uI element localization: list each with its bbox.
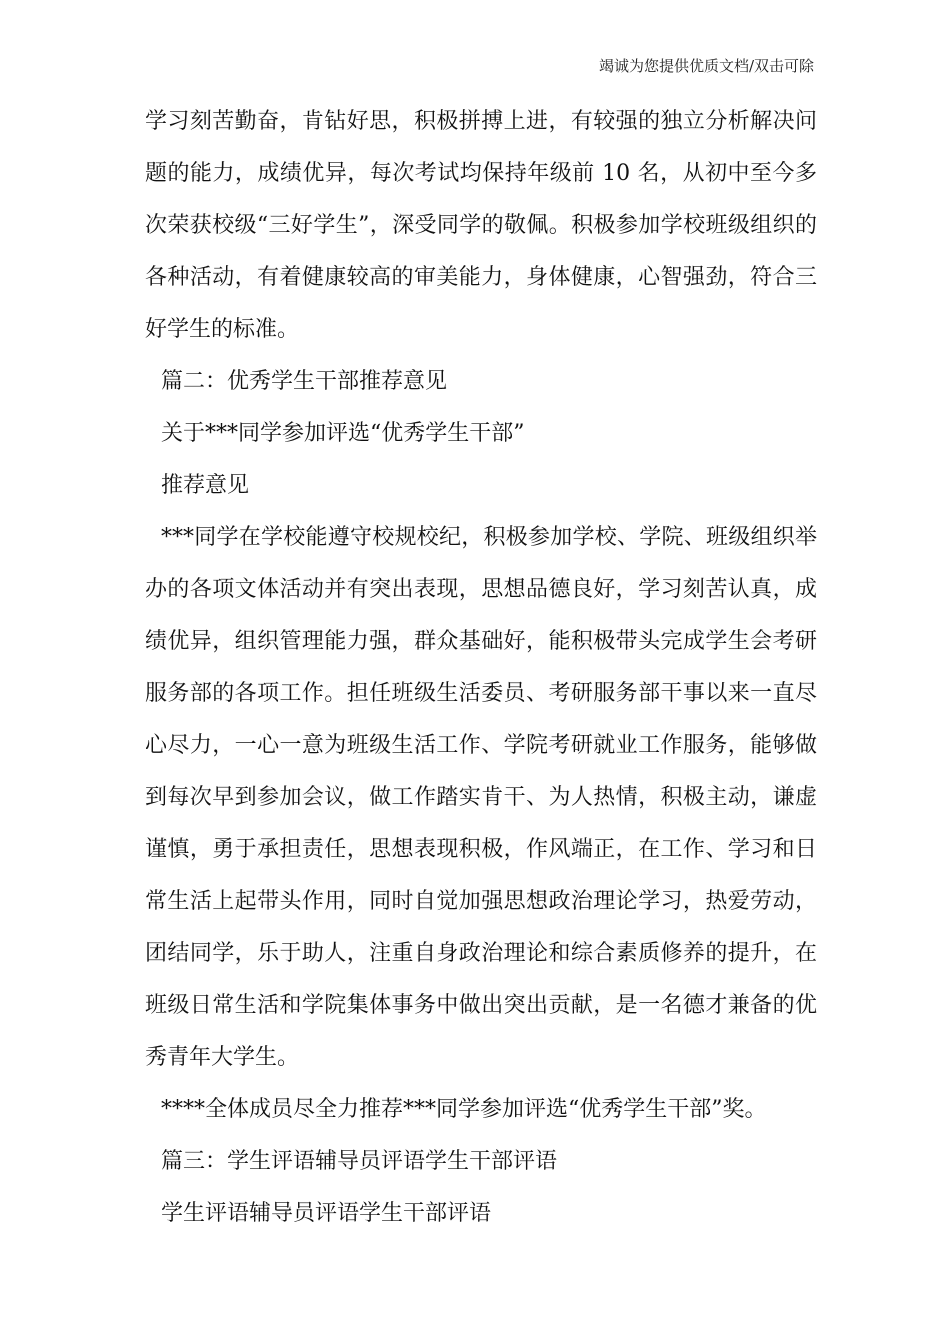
section-heading-3: 篇三：学生评语辅导员评语学生干部评语 [161,1149,558,1174]
recommendation-body: ***同学在学校能遵守校规校纪，积极参加学校、学院、班级组织举办的各项文体活动并有突出表现，思想品德良好，学习刻苦认真，成绩优异，组织管理能力强，群众基础好，能积极带头完成学生会考研服务部的各项工作。担任班级生活委员、考研服务部干事以来一直尽心尽力，一心一意为班级生活工作、学院考研就业工作服务，能够做到每次早到参加会议，做工作踏实肯干、为人热情，积极主动，谦虚谨慎，勇于承担责任，思想表现积极，作风端正，在工作、学习和日常生活上起带头作用，同时自觉加强思想政治理论学习，热爱劳动，团结同学，乐于助人，注重自身政治理论和综合素质修养的提升，在班级日常生活和学院集体事务中做出突出贡献，是一名德才兼备的优秀青年大学生。 [145,525,817,1070]
document-body [145,96,817,1240]
paragraph-continuation: 学习刻苦勤奋，肯钻好思，积极拼搏上进，有较强的独立分析解决问题的能力，成绩优异，每次考试均保持年级前 10 名，从初中至今多次荣获校级“三好学生”，深受同学的敬佩。积极参加学校班级组织的各种活动，有着健康较高的审美能力，身体健康，心智强劲，符合三好学生的标准。 [145,109,817,342]
document-subtitle: 推荐意见 [161,473,250,498]
header-note: 竭诚为您提供优质文档/双击可除 [598,57,814,75]
section-title-3: 学生评语辅导员评语学生干部评语 [161,1201,492,1226]
section-heading-2: 篇二：优秀学生干部推荐意见 [161,369,448,394]
recommendation-closing: ****全体成员尽全力推荐***同学参加评选“优秀学生干部”奖。 [161,1097,767,1122]
document-title: 关于***同学参加评选“优秀学生干部” [161,421,525,446]
